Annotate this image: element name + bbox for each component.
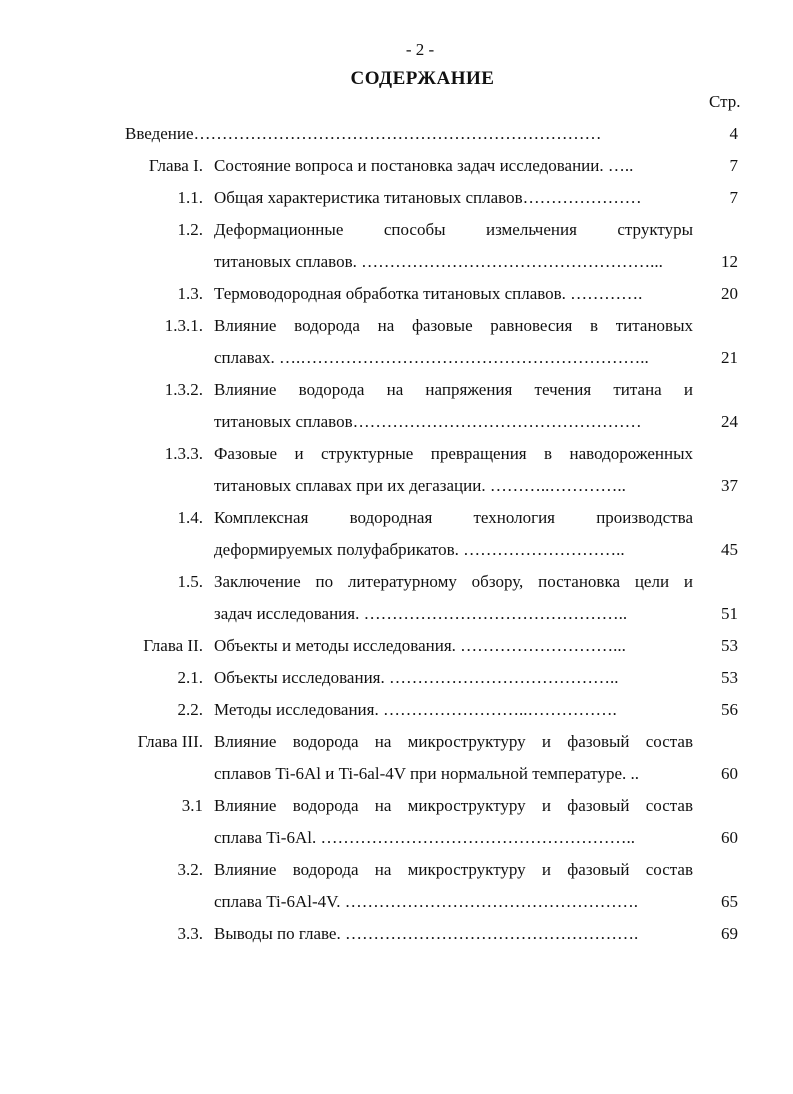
toc-entry-text: Фазовые и структурные превращения в наводороженных <box>214 444 693 463</box>
toc-entry-page: 60 <box>721 764 738 783</box>
toc-entry-text: Влияние водорода на микроструктуру и фазовый состав <box>214 732 693 751</box>
toc-entry-text: Выводы по главе. ……………………………………………. <box>214 924 639 943</box>
toc-entry-text: Влияние водорода на микроструктуру и фазовый состав <box>214 796 693 815</box>
toc-entry-number: 1.3.2. <box>164 380 203 399</box>
toc-entry-continuation[interactable] <box>0 409 793 435</box>
toc-entry-page: 4 <box>729 124 738 143</box>
toc-entry[interactable] <box>0 505 793 531</box>
toc-entry-text: сплава Ti-6Al. ……………………………………………….. <box>214 828 635 847</box>
toc-entry[interactable] <box>0 697 793 723</box>
toc-entry-text: задач исследования. ……………………………………….. <box>214 604 628 623</box>
toc-entry-number: 2.2. <box>177 700 203 719</box>
toc-entry-page: 51 <box>721 604 738 623</box>
toc-entry[interactable] <box>0 665 793 691</box>
toc-entry-text: сплавах. ….…………………………………………………….. <box>214 348 649 367</box>
toc-entry-text: деформируемых полуфабрикатов. ……………………….. <box>214 540 625 559</box>
toc-entry-text: Влияние водорода на напряжения течения титана и <box>214 380 693 399</box>
toc-entry-text: сплава Ti-6Al-4V. ……………………………………………. <box>214 892 638 911</box>
toc-entry[interactable] <box>0 857 793 883</box>
page-number: - 2 - <box>405 40 435 59</box>
toc-entry-number: 1.2. <box>177 220 203 239</box>
toc-entry-text: Деформационные способы измельчения структуры <box>214 220 693 239</box>
toc-entry-number: 3.1 <box>181 796 203 815</box>
toc-entry-continuation[interactable] <box>0 537 793 563</box>
page-column-header: Стр. <box>709 92 741 111</box>
toc-entry-text: Влияние водорода на фазовые равновесия в титановых <box>214 316 693 335</box>
toc-entry[interactable] <box>0 569 793 595</box>
toc-entry-number: 1.4. <box>177 508 203 527</box>
toc-entry-continuation[interactable] <box>0 761 793 787</box>
toc-entry-continuation[interactable] <box>0 249 793 275</box>
toc-entry-number: Глава II. <box>143 636 203 655</box>
toc-entry-text: Комплексная водородная технология производства <box>214 508 693 527</box>
toc-entry-number: 1.1. <box>177 188 203 207</box>
toc-entry-page: 56 <box>721 700 738 719</box>
toc-entry-text: Объекты исследования. ………………………………….. <box>214 668 619 687</box>
toc-entry-text: титановых сплавов…………………………………………… <box>214 412 642 431</box>
toc-entry-number: 1.3. <box>177 284 203 303</box>
toc-entry-continuation[interactable] <box>0 601 793 627</box>
toc-entry-text: Влияние водорода на микроструктуру и фазовый состав <box>214 860 693 879</box>
toc-entry-text: Методы исследования. ……………………..……………. <box>214 700 617 719</box>
toc-entry-page: 7 <box>729 156 738 175</box>
toc-entry-intro[interactable] <box>0 121 793 147</box>
toc-entry-text: Объекты и методы исследования. ………………………... <box>214 636 626 655</box>
toc-entry[interactable] <box>0 281 793 307</box>
toc-entry[interactable] <box>0 633 793 659</box>
toc-entry-page: 20 <box>721 284 738 303</box>
toc-entry-page: 37 <box>721 476 738 495</box>
toc-entry[interactable] <box>0 153 793 179</box>
toc-entry-number: 2.1. <box>177 668 203 687</box>
toc-entry-text: Заключение по литературному обзору, постановка цели и <box>214 572 693 591</box>
toc-entry[interactable] <box>0 217 793 243</box>
toc-entry-text: Термоводородная обработка титановых сплавов. …………. <box>214 284 643 303</box>
toc-entry[interactable] <box>0 921 793 947</box>
toc-entry-page: 69 <box>721 924 738 943</box>
toc-entry-page: 65 <box>721 892 738 911</box>
toc-entry-number: Глава III. <box>137 732 203 751</box>
toc-entry-page: 45 <box>721 540 738 559</box>
toc-entry-continuation[interactable] <box>0 825 793 851</box>
toc-entry-number: 3.2. <box>177 860 203 879</box>
toc-entry-continuation[interactable] <box>0 345 793 371</box>
toc-entry-text: Общая характеристика титановых сплавов………………… <box>214 188 642 207</box>
toc-entry-page: 7 <box>729 188 738 207</box>
toc-entry[interactable] <box>0 441 793 467</box>
toc-entry-text: титановых сплавов. ……………………………………………... <box>214 252 663 271</box>
toc-entry-number: 3.3. <box>177 924 203 943</box>
toc-entry[interactable] <box>0 729 793 755</box>
toc-entry-text: сплавов Ti-6Al и Ti-6al-4V при нормальной температуре. .. <box>214 764 639 783</box>
toc-entry-continuation[interactable] <box>0 473 793 499</box>
toc-entry-page: 53 <box>721 636 738 655</box>
toc-entry-page: 12 <box>721 252 738 271</box>
toc-entry-number: Глава I. <box>148 156 203 175</box>
toc-entry[interactable] <box>0 313 793 339</box>
toc-entry[interactable] <box>0 793 793 819</box>
toc-entry-text: титановых сплавах при их дегазации. ………..………….. <box>214 476 626 495</box>
toc-entry-text: Введение……………………………………………………………… <box>125 124 602 143</box>
toc-entry-continuation[interactable] <box>0 889 793 915</box>
toc-entry-text: Состояние вопроса и постановка задач исследовании. ….. <box>214 156 634 175</box>
toc-entry-number: 1.3.1. <box>164 316 203 335</box>
toc-entry-page: 24 <box>721 412 738 431</box>
toc-entry-page: 53 <box>721 668 738 687</box>
toc-entry-number: 1.3.3. <box>164 444 203 463</box>
toc-entry[interactable] <box>0 185 793 211</box>
page-title: СОДЕРЖАНИЕ <box>350 68 495 89</box>
toc-entry[interactable] <box>0 377 793 403</box>
toc-entry-page: 21 <box>721 348 738 367</box>
toc-entry-page: 60 <box>721 828 738 847</box>
toc-entry-number: 1.5. <box>177 572 203 591</box>
